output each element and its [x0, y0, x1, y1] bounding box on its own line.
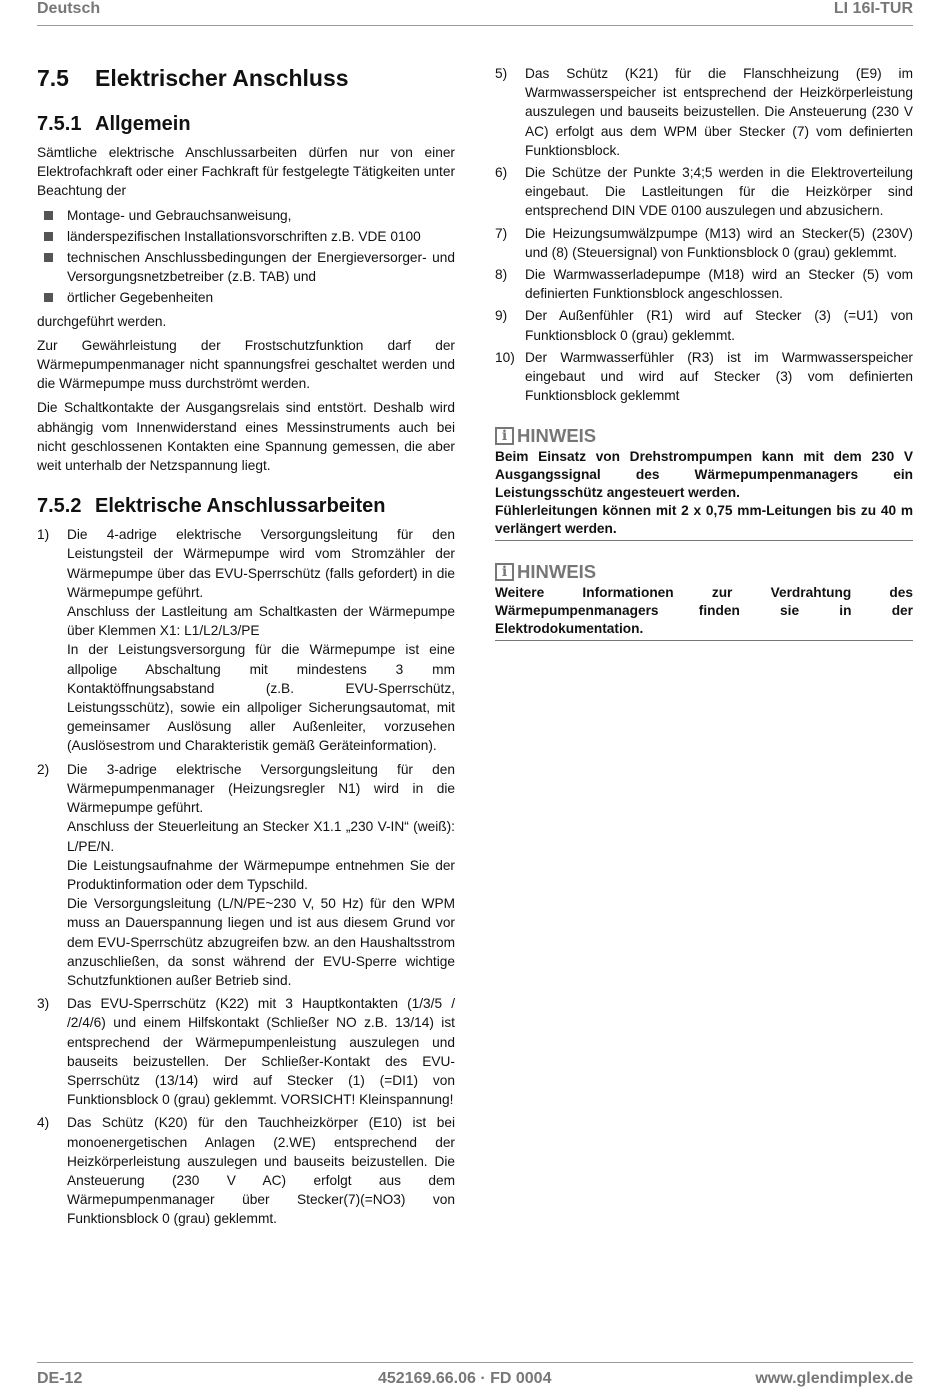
footer-page-number: DE-12: [37, 1370, 83, 1387]
list-item: Montage- und Gebrauchsanweisung,: [37, 206, 455, 225]
subsection-title-general: 7.5.1 Allgemein: [37, 113, 191, 135]
list-item: 9) Der Außenfühler (R1) wird auf Stecker (3) (=U1) von Funktionsblock 0 (grau) geklemmt.: [495, 308, 913, 343]
hint-box-pumps: [495, 425, 913, 541]
list-item: technischen Anschlussbedingungen der Energieversorger- und Versorgungsnetzbetreiber (z.B. TAB) und: [37, 248, 455, 286]
hint-text: Weitere Informationen zur Verdrahtung des Wärmepumpenmanagers finden sie in der Elektrodokumentation.: [495, 585, 913, 637]
section-title: 7.5 Elektrischer Anschluss: [37, 65, 349, 91]
bullet-square-icon: [44, 232, 53, 241]
footer-document-number: 452169.66.06 · FD 0004: [378, 1370, 552, 1387]
list-item: 10) Der Warmwasserfühler (R3) ist im Warmwasserspeicher eingebaut und wird auf Stecker (3) vom definierten Funktionsblock geklemmt: [495, 349, 913, 404]
list-item: 1) Die 4-adrige elektrische Versorgungsleitung für den Leistungsteil der Wärmepumpe wird vom Stromzähler der Wärmepumpe über das EVU-Sperrschütz (falls gefordert) in die Wärmepumpe geführt. Anschluss der Lastleitung am Schaltkasten der Wärmepumpe über Klemmen X1: L1/L2/L3/PE In der Leistungsversorgung für die Wärmepumpe ist eine allpolige Abschaltung mit mindestens 3 mm Kontaktöffnungsabstand (z.B. EVU-Sperrschütz, Leistungsschütz), sowie ein allpoliger Sicherungsautomat, mit gemeinsamer Auslösung aller Außenleiter, vorzusehen (Auslösestrom und Charakteristik gemäß Geräteinformation).: [37, 527, 455, 754]
list-item: 5) Das Schütz (K21) für die Flanschheizung (E9) im Warmwasserspeicher ist entsprechend der Heizkörperleistung auszulegen und bauseits beizustellen. Die Ansteuerung (230 V AC) erfolgt aus dem WPM über Stecker (7) vom definierten Funktionsblock.: [495, 66, 913, 158]
list-item: 2) Die 3-adrige elektrische Versorgungsleitung für den Wärmepumpenmanager (Heizungsregler N1) wird in die Wärmepumpe geführt. Anschluss der Steuerleitung an Stecker X1.1 „230 V-IN“ (weiß): L/PE/N. Die Leistungsaufnahme der Wärmepumpe entnehmen Sie der Produktinformation oder dem Typschild. Die Versorgungsleitung (L/N/PE~230 V, 50 Hz) für den WPM muss an Dauerspannung liegen und ist aus diesem Grund vor dem EVU-Sperrschütz abzugreifen bzw. an den Haushaltsstrom anzuschließen, da sonst während der EVU-Sperre wichtige Schutzfunktionen außer Betrieb sind.: [37, 761, 455, 988]
relay-paragraph: Die Schaltkontakte der Ausgangsrelais sind entstört. Deshalb wird abhängig vom Innenwiderstand eines Messinstruments auch bei nicht geschlossenen Kontakten eine Spannung gemessen, die aber weit unterhalb der Netzspannung liegt.: [37, 400, 455, 474]
footer-website: www.glendimplex.de: [755, 1370, 913, 1387]
header-language: Deutsch: [37, 0, 101, 17]
hint-text: Beim Einsatz von Drehstrompumpen kann mit dem 230 V Ausgangssignal des Wärmepumpenmanagers ein Leistungsschütz angesteuert werden.: [495, 449, 913, 501]
connection-steps-left: [37, 525, 455, 1228]
hint-box-wiring: [495, 561, 913, 641]
intro-paragraph: Sämtliche elektrische Anschlussarbeiten dürfen nur von einer Elektrofachkraft oder einer Fachkraft für festgelegte Tätigkeiten unter Beachtung der: [37, 145, 455, 199]
header-divider: [37, 25, 913, 26]
left-column: [37, 58, 455, 1233]
list-item: 7) Die Heizungsumwälzpumpe (M13) wird an Stecker(5) (230V) und (8) (Steuersignal) von Funktionsblock 0 (grau) geklemmt.: [495, 225, 913, 260]
info-icon: i: [495, 427, 514, 445]
frost-protection-paragraph: Zur Gewährleistung der Frostschutzfunktion darf der Wärmepumpenmanager nicht spannungsfrei geschaltet werden und die Wärmepumpe muss durchströmt werden.: [37, 337, 455, 392]
hint-text: Fühlerleitungen können mit 2 x 0,75 mm-Leitungen bis zu 40 m verlängert werden.: [495, 503, 913, 537]
bullet-square-icon: [44, 211, 53, 220]
right-column: [495, 64, 913, 641]
header-model: LI 16I-TUR: [833, 0, 913, 17]
subsection-title-connection-work: 7.5.2 Elektrische Anschlussarbeiten: [37, 495, 386, 518]
hint-heading: i HINWEIS: [495, 425, 913, 447]
bullet-square-icon: [44, 253, 53, 262]
info-icon: i: [495, 563, 514, 581]
footer-divider: [37, 1362, 913, 1363]
list-item: 4) Das Schütz (K20) für den Tauchheizkörper (E10) ist bei monoenergetischen Anlagen (2.WE) entsprechend der Heizkörperleistung auszulegen und bauseits beizustellen. Die Ansteuerung (230 V AC) erfolgt aus dem Wärmepumpenmanager über Stecker(7)(=NO3) von Funktionsblock 0 (grau) geklemmt.: [37, 1115, 455, 1227]
list-item: örtlicher Gegebenheiten: [37, 288, 455, 307]
bullet-square-icon: [44, 293, 53, 302]
list-item: 3) Das EVU-Sperrschütz (K22) mit 3 Hauptkontakten (1/3/5 / /2/4/6) und einem Hilfskontakt (Schließer NO z.B. 13/14) ist entsprechend der Wärmepumpenleistung auszulegen und bauseits beizustellen. Der Schließer-Kontakt des EVU-Sperrschütz (13/14) wird auf Stecker (1) (=DI1) von Funktionsblock 0 (grau) geklemmt. VORSICHT! Kleinspannung!: [37, 996, 455, 1108]
list-item: 8) Die Warmwasserladepumpe (M18) wird an Stecker (5) vom definierten Funktionsblock angeschlossen.: [495, 267, 913, 302]
list-item: 6) Die Schütze der Punkte 3;4;5 werden in die Elektroverteilung eingebaut. Die Lastleitungen für die Heizkörper sind entsprechend DIN VDE 0100 auszulegen und abzusichern.: [495, 165, 913, 219]
requirements-list: [37, 206, 455, 308]
after-list-text: durchgeführt werden.: [37, 313, 167, 329]
hint-heading: i HINWEIS: [495, 561, 913, 583]
connection-steps-right: [495, 64, 913, 405]
list-item: länderspezifischen Installationsvorschriften z.B. VDE 0100: [37, 227, 455, 246]
